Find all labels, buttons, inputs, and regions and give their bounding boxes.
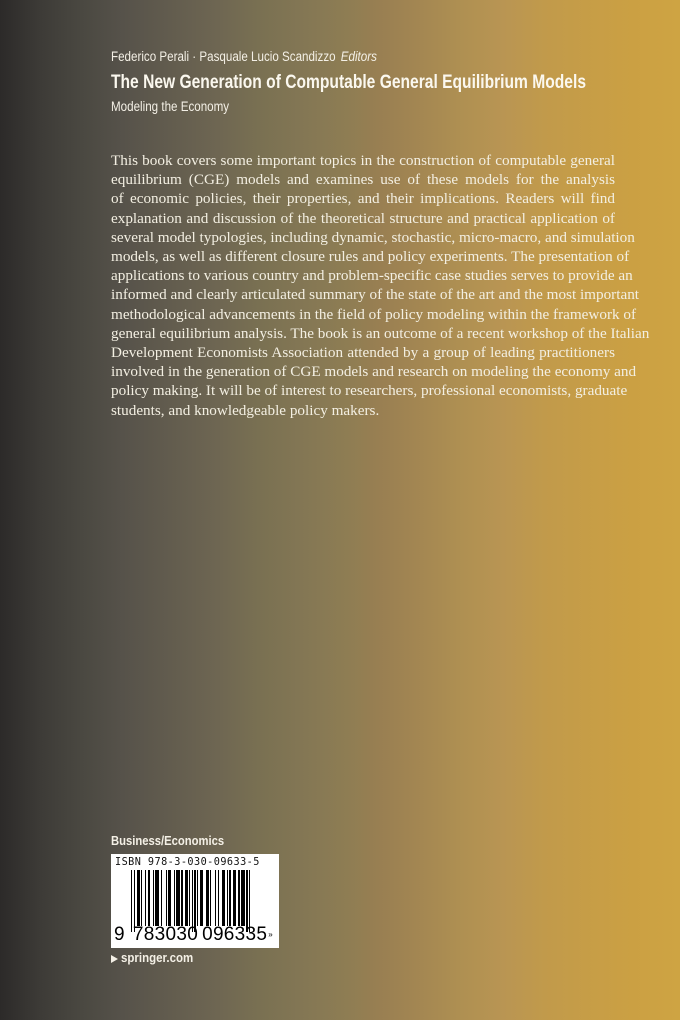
publisher-link[interactable] [111, 950, 200, 966]
description-line: models, as well as different closure rules and policy experiments. The presentation of [111, 248, 630, 266]
description-line: policy making. It will be of interest to researchers, professional economists, graduate [111, 382, 628, 400]
barcode-first-digit: 9 [114, 924, 125, 945]
description-line: involved in the generation of CGE models and research on modeling the economy and [111, 363, 637, 381]
description-line: of economic policies, their properties, and their implications. Readers will find [111, 190, 615, 208]
book-description [111, 151, 650, 420]
isbn-label: ISBN 978-3-030-09633-5 [115, 857, 260, 868]
isbn-barcode [111, 854, 279, 948]
subject-category: Business/Economics [111, 834, 225, 848]
description-line: equilibrium (CGE) models and examines use of these models for the analysis [111, 171, 615, 189]
book-title: The New Generation of Computable General Equilibrium Models [111, 71, 586, 93]
description-line: applications to various country and problem-specific case studies serves to provide an [111, 267, 633, 285]
triangle-right-icon [111, 955, 118, 963]
publisher-url[interactable]: springer.com [121, 951, 194, 965]
barcode-bars [131, 870, 274, 932]
editors-line [111, 48, 575, 66]
description-line: students, and knowledgeable policy makers. [111, 401, 380, 419]
description-line: several model typologies, including dynamic, stochastic, micro-macro, and simulation [111, 228, 635, 246]
barcode-addon-mark: » [268, 930, 274, 939]
description-line: methodological advancements in the field of policy modeling within the framework of [111, 305, 637, 323]
editors-role: Editors [340, 49, 377, 64]
book-subtitle: Modeling the Economy [111, 99, 230, 114]
description-line: general equilibrium analysis. The book is an outcome of a recent workshop of the Italian [111, 324, 650, 342]
description-line: This book covers some important topics in the construction of computable general [111, 152, 615, 169]
barcode-number [114, 925, 273, 945]
editors-names: Federico Perali · Pasquale Lucio Scandizzo [111, 49, 336, 64]
barcode-left-group: 783030 [132, 924, 199, 945]
cover-header [111, 48, 651, 116]
description-line: explanation and discussion of the theoretical structure and practical application of [111, 209, 615, 227]
description-line: informed and clearly articulated summary of the state of the art and the most important [111, 286, 640, 304]
barcode-right-group: 096335 [202, 924, 268, 945]
description-line: Development Economists Association attended by a group of leading practitioners [111, 344, 615, 362]
